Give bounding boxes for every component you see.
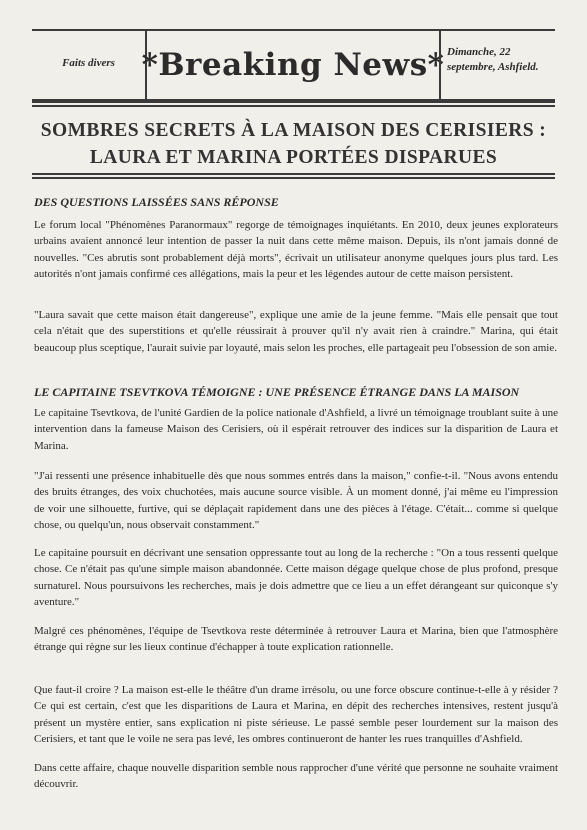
top-divider xyxy=(32,101,555,107)
paragraph-laura: "Laura savait que cette maison était dangereuse", explique une amie de la jeune femme. "Mais elle pensait que tout cela n'était que des superstitions et qu'elle réussirait à prouver qu'il n'y avait rien à craindre." Marina, qui était beaucoup plus sceptique, l'aurait suivie par loyauté, mais selon les proches, elle partageait peu l'obsession de son amie. xyxy=(34,309,558,354)
headline-line-2: LAURA ET MARINA PORTÉES DISPARUES xyxy=(89,147,498,168)
section-title-tsevtkova: LE CAPITAINE TSEVTKOVA TÉMOIGNE : UNE PRÉSENCE ÉTRANGE DANS LA MAISON xyxy=(34,385,520,399)
headline-divider xyxy=(32,173,555,179)
headline-line-1: SOMBRES SECRETS À LA MAISON DES CERISIERS : xyxy=(40,120,547,141)
paragraph-conclusion: Que faut-il croire ? La maison est-elle le théâtre d'un drame irrésolu, ou une force obscure continue-t-elle à y résider ? Ce qui est certain, c'est que les disparitions de Laura et Marina, en dépit des recherches intensives, restent jusqu'à présent un mystère entier, sans explication ni piste sérieuse. Le passé semble peser lourdement sur la maison des Cerisiers, et tant que le voile ne sera pas levé, les ombres continueront de hanter les rues tranquilles d'Ashfield. xyxy=(34,684,558,746)
date-line-2: septembre, Ashfield. xyxy=(447,61,539,73)
paragraph-presence: "J'ai ressenti une présence inhabituelle dès que nous sommes entrés dans la maison," confie-t-il. "Nous avons entendu des bruits étranges, des voix chuchotées, mais aucune source visible. À un moment donné, j'ai même eu l'impression de voir une silhouette, furtive, qui se déplaçait rapidement dans une des pièces à l'étage. C'était... comme si quelque chose, ou quelqu'un, nous observait constamment." xyxy=(34,470,558,532)
paragraph-forum: Le forum local "Phénomènes Paranormaux" regorge de témoignages inquiétants. En 2010, deux jeunes explorateurs urbains avaient annoncé leur intention de passer la nuit dans cette même maison. Depuis, ils n'ont jamais donné de nouvelles. "Ces abrutis sont probablement déjà morts", écrivait un utilisateur anonyme quelques jours plus tard. Les autorités n'ont jamais confirmé ces allégations, mais la peur et les légendes autour de cette maison persistent. xyxy=(34,219,558,281)
paragraph-final: Dans cette affaire, chaque nouvelle disparition semble nous rapprocher d'une vérité que personne ne souhaite vraiment découvrir. xyxy=(34,762,558,791)
paragraph-recherche: Le capitaine poursuit en décrivant une sensation oppressante tout au long de la recherche : "On a tous ressenti quelque chose. Ce n'était pas qu'une simple maison abandonnée. Cette maison dégage quelque chose de plus profond, presque surnaturel. Nous poursuivons les recherches, mais je dois admettre que ce lieu a un effet dérangeant sur quiconque s'y aventure." xyxy=(34,547,558,609)
section-title-questions: DES QUESTIONS LAISSÉES SANS RÉPONSE xyxy=(34,195,279,209)
date-line-1: Dimanche, 22 xyxy=(447,46,511,58)
masthead xyxy=(32,29,555,101)
paragraph-equipe: Malgré ces phénomènes, l'équipe de Tsevtkova reste déterminée à retrouver Laura et Marina, bien que l'atmosphère étrange qui règne sur les lieux continue d'échapper à toute explication rationnelle. xyxy=(34,625,558,654)
section-label: Faits divers xyxy=(32,31,147,99)
newspaper-title: *Breaking News* xyxy=(141,47,445,83)
paragraph-capitaine: Le capitaine Tsevtkova, de l'unité Gardien de la police nationale d'Ashfield, a livré un témoignage troublant suite à une intervention dans la fameuse Maison des Cerisiers, où il espérait retrouver des indices sur la disparition de Laura et Marina. xyxy=(34,407,558,452)
date-block xyxy=(439,31,555,99)
headline xyxy=(32,117,555,171)
